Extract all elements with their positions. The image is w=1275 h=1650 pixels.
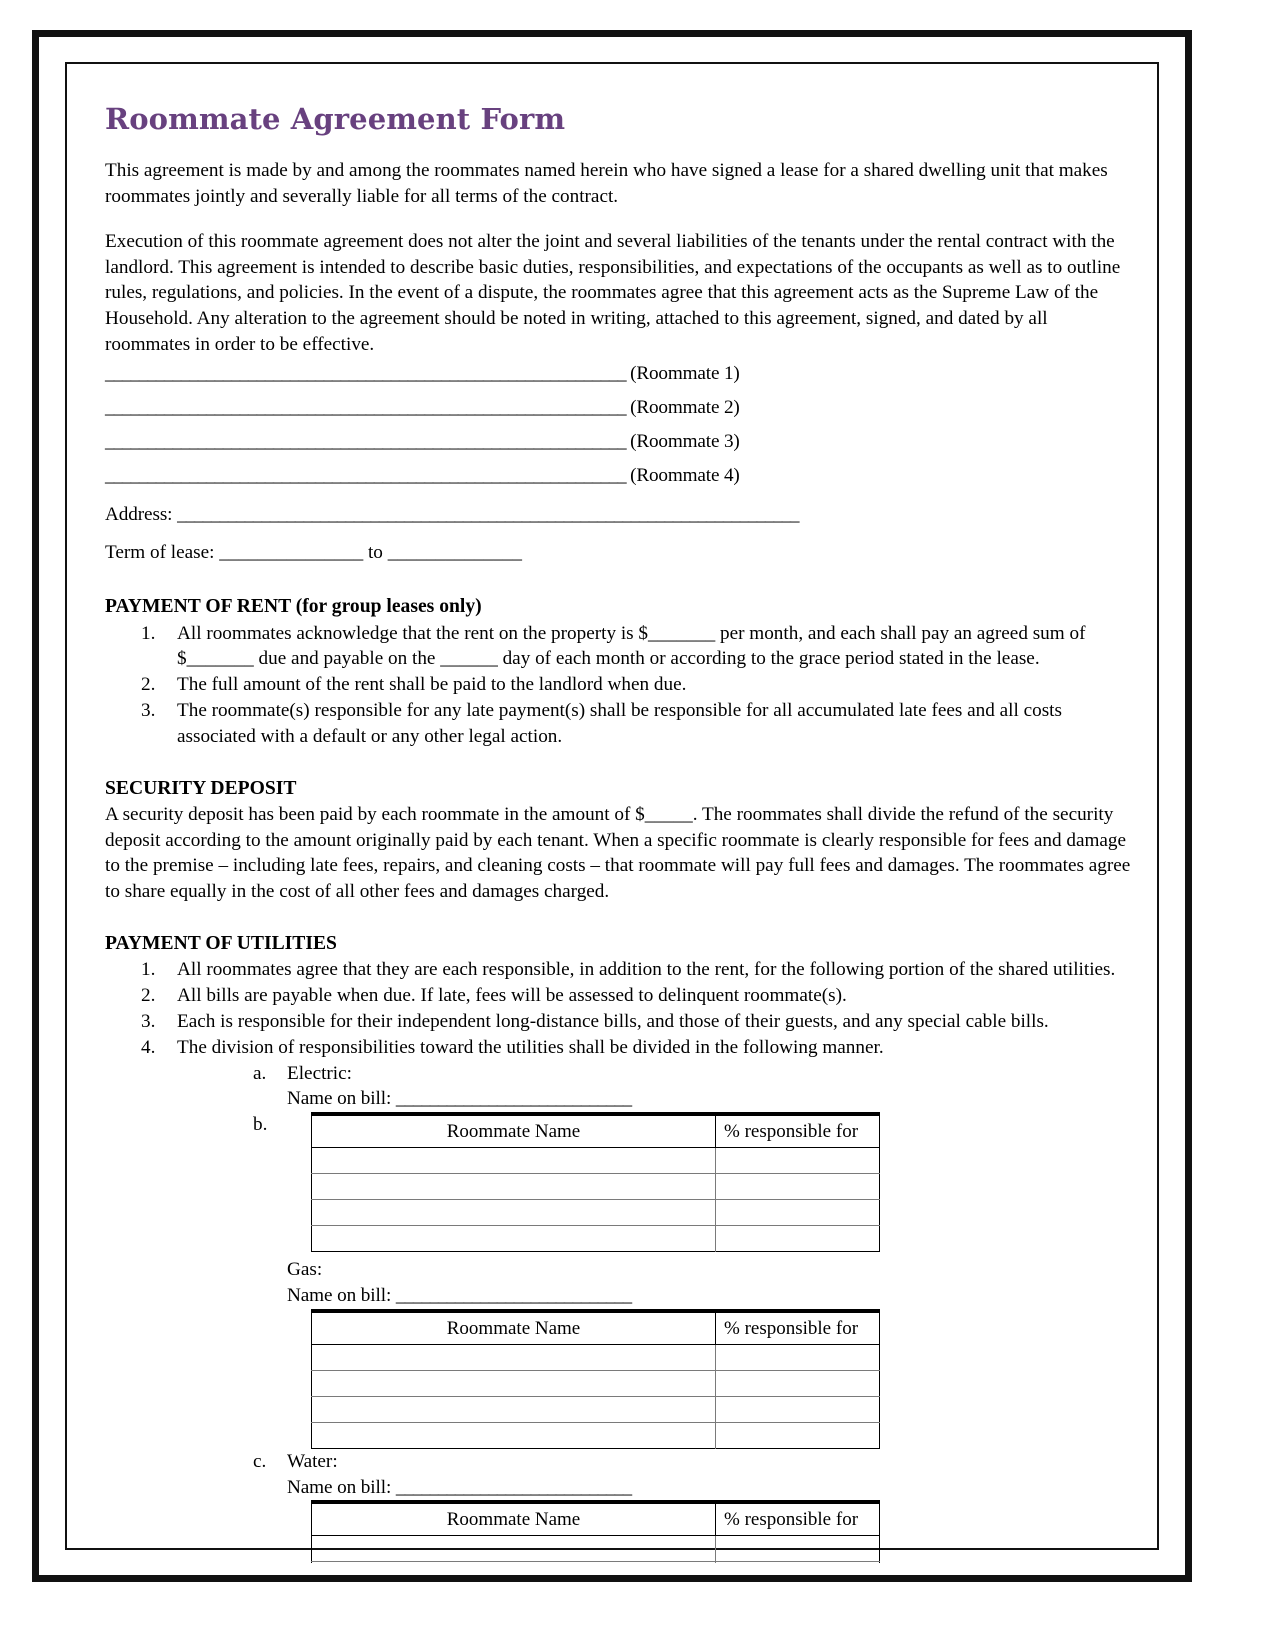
cell-roommate-name[interactable] bbox=[312, 1200, 716, 1226]
name-on-bill-label: Name on bill: bbox=[287, 1284, 396, 1306]
term-of-lease-label: Term of lease: bbox=[105, 542, 220, 564]
utility-name: Electric: bbox=[287, 1062, 352, 1084]
table-row bbox=[312, 1174, 880, 1200]
list-item bbox=[105, 957, 1134, 983]
utility-water-group bbox=[105, 1449, 1134, 1475]
cell-percent[interactable] bbox=[716, 1226, 880, 1252]
payment-of-rent-list bbox=[105, 621, 1134, 750]
gas-responsibility-table bbox=[311, 1309, 880, 1449]
cell-percent[interactable] bbox=[716, 1562, 880, 1563]
signature-line-roommate-4 bbox=[105, 459, 1134, 493]
alpha-marker: a. bbox=[253, 1062, 267, 1084]
electric-table-wrap bbox=[287, 1112, 1134, 1252]
name-on-bill-rule[interactable]: ____________________________ bbox=[395, 1476, 631, 1498]
list-item-text: The roommate(s) responsible for any late payment(s) shall be responsible for all accumulated late fees and all costs associated with a default or any other legal action. bbox=[177, 700, 1062, 747]
signature-label: (Roommate 2) bbox=[630, 397, 740, 419]
column-header-percent-responsible: % responsible for bbox=[716, 1311, 880, 1345]
list-item-text: The division of responsibilities toward the utilities shall be divided in the following manner. bbox=[177, 1036, 884, 1058]
name-on-bill-label: Name on bill: bbox=[287, 1476, 396, 1498]
cell-percent[interactable] bbox=[716, 1370, 880, 1396]
table-row bbox=[312, 1226, 880, 1252]
list-marker: 1. bbox=[141, 959, 156, 981]
list-marker: 2. bbox=[141, 674, 156, 696]
utility-name: Water: bbox=[287, 1450, 338, 1472]
table-header-row bbox=[312, 1114, 880, 1148]
table-header-row bbox=[312, 1311, 880, 1345]
term-end-rule[interactable]: ______________ bbox=[387, 542, 523, 564]
table-header-row bbox=[312, 1502, 880, 1536]
address-label: Address: bbox=[105, 504, 178, 526]
list-item bbox=[105, 1035, 1134, 1061]
utility-table-marker-item bbox=[105, 1112, 1134, 1252]
alpha-marker: c. bbox=[253, 1450, 267, 1472]
cell-roommate-name[interactable] bbox=[312, 1562, 716, 1563]
table-row bbox=[312, 1422, 880, 1448]
intro-paragraph: This agreement is made by and among the roommates named herein who have signed a lease for a shared dwelling unit that makes roommates jointly and severally liable for all terms of the contract. bbox=[105, 159, 1108, 207]
cell-percent[interactable] bbox=[716, 1422, 880, 1448]
table-row bbox=[312, 1562, 880, 1563]
signature-label: (Roommate 3) bbox=[630, 430, 740, 452]
term-of-lease-field bbox=[105, 539, 1134, 568]
utility-electric-group bbox=[105, 1061, 1134, 1087]
list-item bbox=[105, 698, 1134, 750]
table-row bbox=[312, 1396, 880, 1422]
term-middle-label: to bbox=[363, 542, 388, 564]
cell-roommate-name[interactable] bbox=[312, 1174, 716, 1200]
list-marker: 2. bbox=[141, 985, 156, 1007]
cell-percent[interactable] bbox=[716, 1396, 880, 1422]
signature-rule[interactable]: ______________________________________________________________ bbox=[105, 430, 626, 452]
section-heading-payment-of-rent: PAYMENT OF RENT (for group leases only) bbox=[105, 596, 482, 618]
signature-rule[interactable]: ______________________________________________________________ bbox=[105, 363, 626, 385]
name-on-bill-rule[interactable]: ____________________________ bbox=[395, 1284, 631, 1306]
name-on-bill-label: Name on bill: bbox=[287, 1088, 396, 1110]
signature-label: (Roommate 4) bbox=[630, 464, 740, 486]
list-marker: 3. bbox=[141, 1010, 156, 1032]
water-table-wrap bbox=[105, 1500, 1134, 1563]
cell-roommate-name[interactable] bbox=[312, 1370, 716, 1396]
cell-roommate-name[interactable] bbox=[312, 1536, 716, 1562]
address-rule[interactable]: __________________________________________________________________________ bbox=[177, 504, 799, 526]
column-header-roommate-name: Roommate Name bbox=[312, 1114, 716, 1148]
list-item-text: Each is responsible for their independent long-distance bills, and those of their guests, and any special cable bills. bbox=[177, 1010, 1049, 1032]
section-heading-security-deposit: SECURITY DEPOSIT bbox=[105, 777, 297, 799]
table-row bbox=[312, 1370, 880, 1396]
cell-percent[interactable] bbox=[716, 1536, 880, 1562]
list-item bbox=[105, 1009, 1134, 1035]
utility-electric-table-marker-row bbox=[105, 1112, 1134, 1252]
table-row bbox=[312, 1536, 880, 1562]
signature-rule[interactable]: ______________________________________________________________ bbox=[105, 464, 626, 486]
cell-percent[interactable] bbox=[716, 1174, 880, 1200]
cell-roommate-name[interactable] bbox=[312, 1148, 716, 1174]
page-outer-border bbox=[32, 30, 1192, 1582]
table-row bbox=[312, 1148, 880, 1174]
list-item-text: All roommates agree that they are each responsible, in addition to the rent, for the following portion of the shared utilities. bbox=[177, 959, 1116, 981]
cell-percent[interactable] bbox=[716, 1148, 880, 1174]
section-heading-payment-of-utilities: PAYMENT OF UTILITIES bbox=[105, 932, 337, 954]
signature-lines-group bbox=[105, 357, 1134, 492]
utility-item-electric bbox=[105, 1061, 1134, 1087]
table-row bbox=[312, 1200, 880, 1226]
electric-name-on-bill bbox=[105, 1086, 1134, 1112]
gas-table-wrap bbox=[105, 1309, 1134, 1449]
column-header-roommate-name: Roommate Name bbox=[312, 1311, 716, 1345]
signature-line-roommate-2 bbox=[105, 391, 1134, 425]
electric-responsibility-table bbox=[311, 1112, 880, 1252]
list-item-text: All roommates acknowledge that the rent on the property is $_______ per month, and each shall pay an agreed sum of $_______ due and payable on the ______ day of each month or according to the grace period stated in the lease. bbox=[177, 622, 1086, 670]
list-item bbox=[105, 621, 1134, 673]
list-item-text: All bills are payable when due. If late, fees will be assessed to delinquent roommate(s). bbox=[177, 985, 847, 1007]
document-body bbox=[67, 64, 1168, 1563]
address-field bbox=[105, 501, 1134, 530]
water-responsibility-table bbox=[311, 1500, 880, 1563]
list-marker: 4. bbox=[141, 1036, 156, 1058]
list-item-text: The full amount of the rent shall be paid to the landlord when due. bbox=[177, 674, 687, 696]
term-start-rule[interactable]: _______________ bbox=[219, 542, 364, 564]
list-marker: 3. bbox=[141, 700, 156, 722]
cell-roommate-name[interactable] bbox=[312, 1344, 716, 1370]
payment-of-utilities-list bbox=[105, 957, 1134, 1060]
alpha-marker: b. bbox=[253, 1114, 268, 1136]
signature-rule[interactable]: ______________________________________________________________ bbox=[105, 397, 626, 419]
utility-item-water bbox=[105, 1449, 1134, 1475]
utility-name: Gas: bbox=[287, 1259, 323, 1281]
list-marker: 1. bbox=[141, 622, 156, 644]
cell-percent[interactable] bbox=[716, 1344, 880, 1370]
list-item bbox=[105, 672, 1134, 698]
list-item bbox=[105, 983, 1134, 1009]
column-header-roommate-name: Roommate Name bbox=[312, 1502, 716, 1536]
water-name-on-bill bbox=[105, 1475, 1134, 1501]
cell-roommate-name[interactable] bbox=[312, 1422, 716, 1448]
page-title: Roommate Agreement Form bbox=[105, 102, 566, 136]
name-on-bill-rule[interactable]: ____________________________ bbox=[395, 1088, 631, 1110]
execution-paragraph: Execution of this roommate agreement does not alter the joint and several liabilities of the tenants under the rental contract with the landlord. This agreement is intended to describe basic duties, responsibilities, and expectations of the occupants as well as to outline rules, regulations, and policies. In the event of a dispute, the roommates agree that this agreement acts as the Supreme Law of the Household. Any alteration to the agreement should be noted in writing, attached to this agreement, signed, and dated by all roommates in order to be effective. bbox=[105, 231, 1121, 355]
signature-line-roommate-1 bbox=[105, 357, 1134, 391]
table-row bbox=[312, 1344, 880, 1370]
cell-roommate-name[interactable] bbox=[312, 1226, 716, 1252]
security-deposit-paragraph: A security deposit has been paid by each roommate in the amount of $_____. The roommates shall divide the refund of the security deposit according to the amount originally paid by each tenant. When a specific roommate is clearly responsible for fees and damage to the premise – including late fees, repairs, and cleaning costs – that roommate will pay full fees and damages. The roommates agree to share equally in the cost of all other fees and damages charged. bbox=[105, 804, 1131, 903]
column-header-percent-responsible: % responsible for bbox=[716, 1502, 880, 1536]
gas-name-on-bill bbox=[105, 1283, 1134, 1309]
page-inner-border bbox=[65, 62, 1159, 1550]
signature-line-roommate-3 bbox=[105, 425, 1134, 459]
cell-percent[interactable] bbox=[716, 1200, 880, 1226]
utility-item-gas bbox=[105, 1257, 1134, 1283]
signature-label: (Roommate 1) bbox=[630, 363, 740, 385]
cell-roommate-name[interactable] bbox=[312, 1396, 716, 1422]
column-header-percent-responsible: % responsible for bbox=[716, 1114, 880, 1148]
